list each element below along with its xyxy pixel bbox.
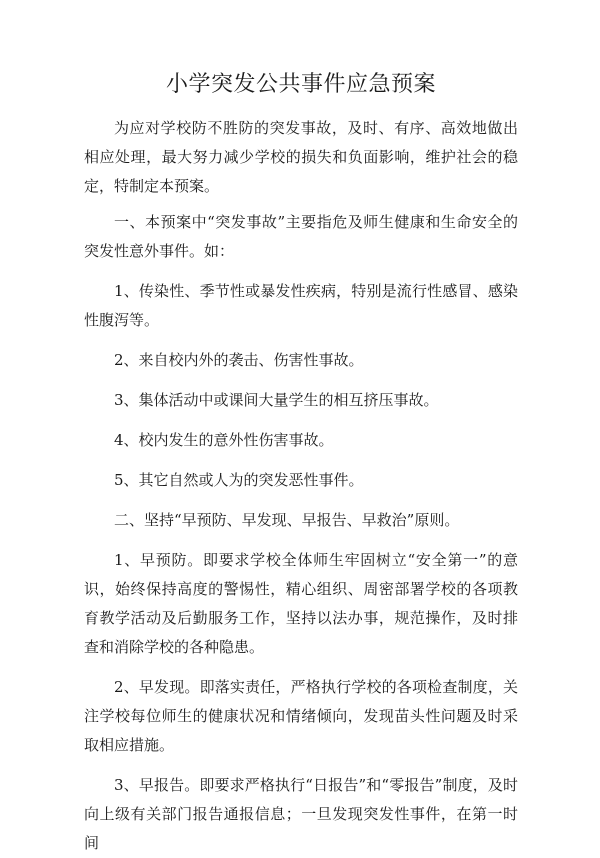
principle-early-detection: 2、早发现。即落实责任，严格执行学校的各项检查制度，关注学校每位师生的健康状况和情绪倾向，发现苗头性问题及时采取相应措施。	[84, 678, 518, 754]
principle-early-prevention: 1、早预防。即要求学校全体师生牢固树立“安全第一”的意识，始终保持高度的警惕性，精心组织、周密部署学校的各项教育教学活动及后勤服务工作，坚持以法办事，规范操作，及时排查和消除学校的各种隐患。	[84, 551, 518, 656]
list-item-2: 2、来自校内外的袭击、伤害性事故。	[114, 351, 364, 369]
section-one-heading: 一、本预案中“突发事故”主要指危及师生健康和生命安全的突发性意外事件。如：	[84, 213, 518, 260]
list-item-1: 1、传染性、季节性或暴发性疾病，特别是流行性感冒、感染性腹泻等。	[84, 282, 518, 329]
principle-early-reporting: 3、早报告。即要求严格执行“日报告”和“零报告”制度，及时向上级有关部门报告通报信息；一旦发现突发性事件，在第一时间	[84, 776, 518, 852]
list-item-5: 5、其它自然或人为的突发恶性事件。	[114, 471, 364, 489]
intro-paragraph: 为应对学校防不胜防的突发事故，及时、有序、高效地做出相应处理，最大努力减少学校的损失和负面影响，维护社会的稳定，特制定本预案。	[84, 119, 518, 195]
section-two-heading: 二、坚持“早预防、早发现、早报告、早救治”原则。	[114, 511, 460, 529]
document-title: 小学突发公共事件应急预案	[165, 72, 436, 97]
list-item-3: 3、集体活动中或课间大量学生的相互挤压事故。	[114, 391, 439, 409]
list-item-4: 4、校内发生的意外性伤害事故。	[114, 431, 334, 449]
